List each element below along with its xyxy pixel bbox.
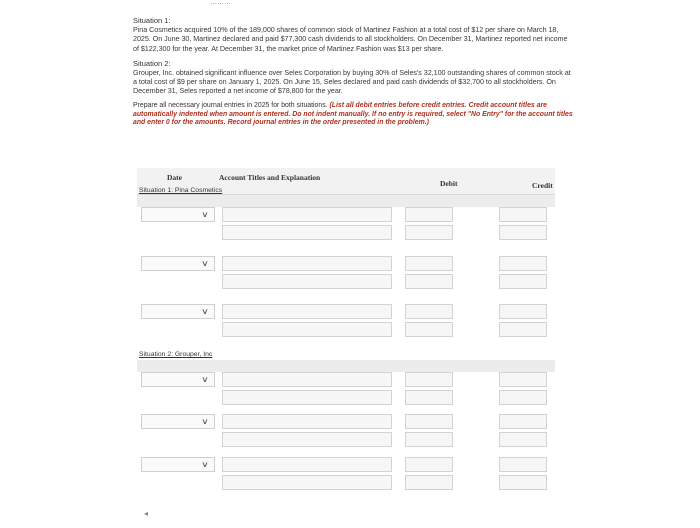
- debit-input[interactable]: [405, 432, 453, 447]
- debit-input[interactable]: [405, 274, 453, 289]
- chevron-down-icon: ∨: [201, 259, 209, 268]
- section-situation-2-label: Situation 2: Grouper, Inc: [139, 351, 213, 358]
- debit-input[interactable]: [405, 304, 453, 319]
- account-title-input[interactable]: [222, 256, 392, 271]
- chevron-down-icon: ∨: [201, 210, 209, 219]
- chevron-down-icon: ∨: [201, 375, 209, 384]
- credit-input[interactable]: [499, 304, 547, 319]
- account-title-input[interactable]: [222, 304, 392, 319]
- account-title-input[interactable]: [222, 225, 392, 240]
- situation-2-text: Grouper, Inc. obtained significant influence over Seles Corporation by buying 30% of Seles's 32,100 outstanding shares of common stock at a total cost of $9 per share on January 1, 2025. On June 15, Seles declared and paid cash dividends of $32,700 to all stockholders. On December 31, Seles reported a net income of $78,800 for the year.: [133, 67, 571, 96]
- date-select[interactable]: [141, 457, 215, 472]
- credit-input[interactable]: [499, 256, 547, 271]
- journal-row: [137, 302, 555, 320]
- credit-input[interactable]: [499, 475, 547, 490]
- column-account-titles: Account Titles and Explanation: [219, 173, 321, 182]
- journal-row: [137, 430, 555, 448]
- chevron-down-icon: ∨: [201, 460, 209, 469]
- journal-row: [137, 388, 555, 406]
- account-title-input[interactable]: [222, 207, 392, 222]
- account-title-input[interactable]: [222, 432, 392, 447]
- account-title-input[interactable]: [222, 274, 392, 289]
- credit-input[interactable]: [499, 390, 547, 405]
- debit-input[interactable]: [405, 256, 453, 271]
- debit-input[interactable]: [405, 225, 453, 240]
- debit-input[interactable]: [405, 207, 453, 222]
- account-title-input[interactable]: [222, 475, 392, 490]
- debit-input[interactable]: [405, 322, 453, 337]
- debit-input[interactable]: [405, 372, 453, 387]
- date-select[interactable]: [141, 372, 215, 387]
- credit-input[interactable]: [499, 432, 547, 447]
- debit-input[interactable]: [405, 390, 453, 405]
- debit-input[interactable]: [405, 457, 453, 472]
- credit-input[interactable]: [499, 207, 547, 222]
- instructions: [133, 102, 573, 128]
- credit-input[interactable]: [499, 274, 547, 289]
- journal-row: [137, 223, 555, 241]
- journal-entry-table: [137, 168, 555, 469]
- situation-2-title: Situation 2:: [133, 58, 171, 68]
- account-title-input[interactable]: [222, 457, 392, 472]
- section-situation-1-label: Situation 1: Pina Cosmetics: [139, 187, 223, 194]
- problem-statement: [133, 16, 573, 128]
- account-title-input[interactable]: [222, 322, 392, 337]
- instructions-text: Prepare all necessary journal entries in 2025 for both situations.: [133, 101, 330, 109]
- journal-row: [137, 272, 555, 290]
- situation-2: [133, 59, 573, 96]
- chevron-down-icon: ∨: [201, 417, 209, 426]
- account-title-input[interactable]: [222, 390, 392, 405]
- date-select[interactable]: [141, 207, 215, 222]
- journal-row: [137, 320, 555, 338]
- account-title-input[interactable]: [222, 414, 392, 429]
- credit-input[interactable]: [499, 457, 547, 472]
- credit-input[interactable]: [499, 414, 547, 429]
- chevron-down-icon: ∨: [201, 307, 209, 316]
- date-select[interactable]: [141, 304, 215, 319]
- journal-row: [137, 455, 555, 473]
- credit-input[interactable]: [499, 372, 547, 387]
- debit-input[interactable]: [405, 414, 453, 429]
- journal-row: [137, 205, 555, 223]
- column-credit: Credit: [532, 181, 553, 190]
- column-date: Date: [167, 173, 182, 182]
- date-select[interactable]: [141, 256, 215, 271]
- date-select[interactable]: [141, 414, 215, 429]
- instructions-note: (List all debit entries before credit entries. Credit account titles are automatically indented when amount is entered. Do not indent manually. If no entry is required, select "No Entry" for the account titles and enter 0 for the amounts. Record journal entries in the order presented in the problem.): [133, 101, 573, 127]
- account-title-input[interactable]: [222, 372, 392, 387]
- column-debit: Debit: [440, 179, 458, 188]
- debit-input[interactable]: [405, 475, 453, 490]
- credit-input[interactable]: [499, 225, 547, 240]
- situation-1: [133, 16, 573, 53]
- journal-row: [137, 473, 555, 491]
- credit-input[interactable]: [499, 322, 547, 337]
- journal-row: [137, 412, 555, 430]
- journal-row: [137, 370, 555, 388]
- scroll-left-arrow[interactable]: ◂: [144, 509, 149, 518]
- situation-1-title: Situation 1:: [133, 16, 171, 25]
- situation-1-text: Pina Cosmetics acquired 10% of the 189,000 shares of common stock of Martinez Fashion at a total cost of $12 per share on March 18, 2025. On June 30, Martinez declared and paid $77,300 cash dividends to all stockholders. On December 31, Martinez reported net income of $122,300 for the year. At December 31, the market price of Martinez Fashion was $13 per share.: [133, 25, 568, 53]
- cropped-header-text: ………: [210, 0, 231, 5]
- journal-row: [137, 254, 555, 272]
